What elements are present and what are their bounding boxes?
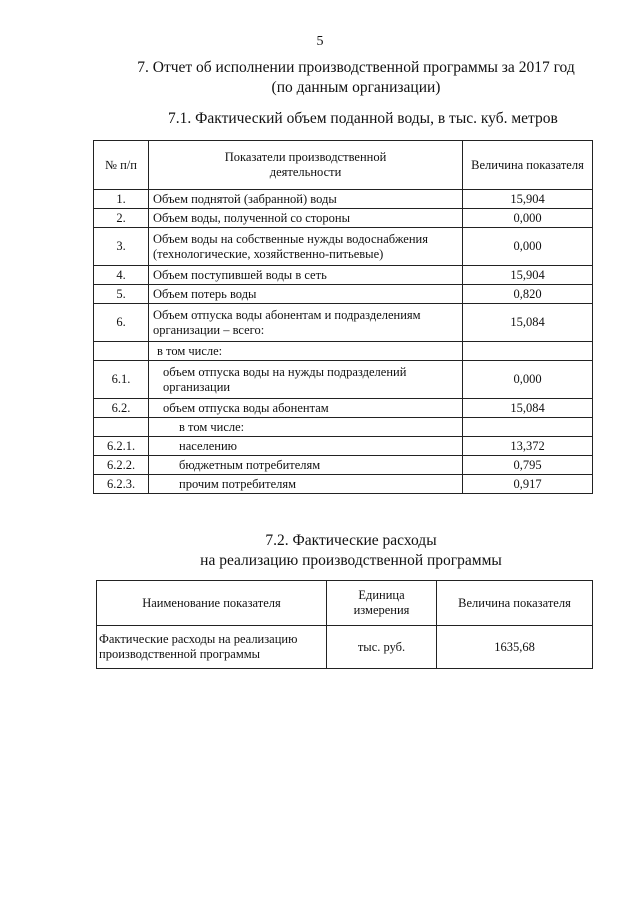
row-label: Объем потерь воды [149,285,463,304]
row-label: Объем поднятой (забранной) воды [149,190,463,209]
table-row [94,266,593,285]
water-volume-table [93,140,593,494]
row-label: Объем поступившей воды в сеть [149,266,463,285]
row-number: 5. [94,285,149,304]
row-number: 6.2. [94,399,149,418]
row-value: 13,372 [463,437,593,456]
row-number: 6. [94,304,149,342]
row-number: 6.2.3. [94,475,149,494]
row-value: 0,000 [463,361,593,399]
table-row [97,626,593,669]
header-unit: Единица измерения [327,581,437,626]
row-value: 15,084 [463,304,593,342]
row-value: 0,000 [463,209,593,228]
row-label: Объем воды на собственные нужды водоснабжения (технологические, хозяйственно-питьевые) [149,228,463,266]
table-header-row [94,141,593,190]
row-label: в том числе: [149,342,463,361]
expense-unit: тыс. руб. [327,626,437,669]
expense-value: 1635,68 [437,626,593,669]
row-label: объем отпуска воды на нужды подразделений организации [149,361,463,399]
row-value: 0,820 [463,285,593,304]
table-row [94,342,593,361]
row-value: 0,000 [463,228,593,266]
expense-label: Фактические расходы на реализацию производственной программы [97,626,327,669]
table-header-row [97,581,593,626]
table-row [94,190,593,209]
section2-title-line1: 7.2. Фактические расходы [265,532,437,549]
table-row [94,361,593,399]
page-number: 5 [316,34,324,49]
row-label: бюджетным потребителям [149,456,463,475]
row-number: 2. [94,209,149,228]
table-row [94,285,593,304]
row-value: 0,917 [463,475,593,494]
report-heading-line2: (по данным организации) [271,79,441,96]
table-row [94,228,593,266]
row-label: населению [149,437,463,456]
row-number: 6.2.1. [94,437,149,456]
row-label: в том числе: [149,418,463,437]
table-row [94,304,593,342]
row-number: 3. [94,228,149,266]
row-number: 1. [94,190,149,209]
row-label: прочим потребителям [149,475,463,494]
row-label: Объем воды, полученной со стороны [149,209,463,228]
row-number: 6.1. [94,361,149,399]
section2-title [0,531,640,571]
row-number: 6.2.2. [94,456,149,475]
expenses-table [96,580,593,669]
row-label: объем отпуска воды абонентам [149,399,463,418]
section2-title-line2: на реализацию производственной программы [200,552,502,569]
row-number [94,418,149,437]
row-label: Объем отпуска воды абонентам и подразделениям организации – всего: [149,304,463,342]
section1-title: 7.1. Фактический объем поданной воды, в тыс. куб. метров [168,110,558,127]
header-indicator: Показатели производственной деятельности [149,141,463,190]
table-row [94,437,593,456]
row-number [94,342,149,361]
row-value [463,418,593,437]
table-row [94,456,593,475]
table-row [94,475,593,494]
report-heading [0,58,640,98]
table-row [94,418,593,437]
report-heading-line1: 7. Отчет об исполнении производственной программы за 2017 год [137,59,575,76]
table-row [94,209,593,228]
header-indicator-name: Наименование показателя [97,581,327,626]
row-value: 15,084 [463,399,593,418]
row-value: 15,904 [463,190,593,209]
header-number: № п/п [94,141,149,190]
row-value [463,342,593,361]
row-value: 15,904 [463,266,593,285]
row-value: 0,795 [463,456,593,475]
table-row [94,399,593,418]
row-number: 4. [94,266,149,285]
header-value: Величина показателя [437,581,593,626]
header-value: Величина показателя [463,141,593,190]
